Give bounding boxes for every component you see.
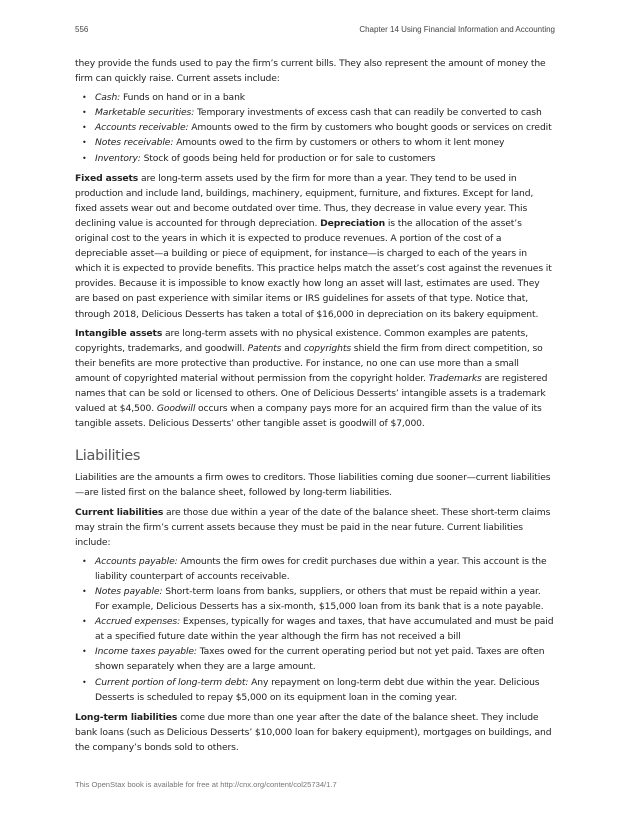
list-item: • Current portion of long-term debt: Any repayment on long-term debt due within the year. Delicious Desserts is scheduled to repay $5,000 on its equipment loan in the coming year.: [95, 675, 555, 705]
list-item: • Income taxes payable: Taxes owed for the current operating period but not yet paid. Taxes are often shown separately when they are a large amount.: [95, 644, 555, 674]
depreciation-term: Depreciation: [320, 217, 386, 229]
list-item: • Marketable securities: Temporary investments of excess cash that can readily be converted to cash: [95, 105, 555, 120]
chapter-title: Chapter 14 Using Financial Information and Accounting: [359, 25, 555, 34]
intangible-assets-paragraph: Intangible assets are long-term assets with no physical existence. Common examples are patents, copyrights, trademarks, and goodwill. Patents and copyrights shield the firm from direct competition, so their benefits are more protective than productive. For instance, no one can use more than a small amount of copyrighted material without permission from the copyright holder. Trademarks are registered names that can be sold or licensed to others. One of Delicious Desserts’ intangible assets is a trademark valued at $4,500. Goodwill occurs when a company pays more for an acquired firm than the value of its tangible assets. Delicious Desserts’ other tangible asset is goodwill of $7,000.: [75, 327, 548, 430]
page-body: [75, 56, 555, 759]
current-assets-list: [75, 90, 555, 165]
current-liabilities-list: [75, 554, 555, 705]
list-item: • Accounts receivable: Amounts owed to the firm by customers who bought goods or services on credit: [95, 120, 555, 135]
list-item: • Cash: Funds on hand or in a bank: [95, 90, 555, 105]
liabilities-heading: Liabilities: [75, 448, 141, 465]
list-item: • Notes receivable: Amounts owed to the firm by customers or others to whom it lent money: [95, 135, 555, 150]
page-header: [75, 25, 555, 39]
current-liabilities-term: Current liabilities: [75, 506, 164, 518]
intangible-assets-term: Intangible assets: [75, 327, 163, 339]
fixed-assets-paragraph: Fixed assets are long-term assets used by the firm for more than a year. They tend to be used in production and include land, buildings, machinery, equipment, furniture, and fixtures. Except for land, fixed assets wear out and become outdated over time. Thus, they decrease in value every year. This declining value is accounted for through depreciation. Depreciation is the allocation of the asset’s original cost to the years in which it is expected to produce revenues. A portion of the cost of a depreciable asset—a building or piece of equipment, for instance—is charged to each of the years in which it is expected to provide benefits. This practice helps match the asset’s cost against the revenues it provides. Because it is impossible to know exactly how long an asset will last, estimates are used. They are based on past experience with similar items or IRS guidelines for assets of that type. Notice that, through 2018, Delicious Desserts has taken a total of $16,000 in depreciation on its bakery equipment.: [75, 172, 552, 320]
liabilities-intro: Liabilities are the amounts a firm owes to creditors. Those liabilities coming due sooner—current liabilities—are listed first on the balance sheet, followed by long-term liabilities.: [75, 472, 551, 499]
list-item: • Accounts payable: Amounts the firm owes for credit purchases due within a year. This account is the liability counterpart of accounts receivable.: [95, 554, 555, 584]
fixed-assets-term: Fixed assets: [75, 172, 139, 184]
long-term-liabilities-term: Long-term liabilities: [75, 711, 178, 723]
intro-paragraph: they provide the funds used to pay the firm’s current bills. They also represent the amount of money the firm can quickly raise. Current assets include:: [75, 58, 546, 85]
long-term-liabilities-paragraph: Long-term liabilities come due more than one year after the date of the balance sheet. They include bank loans (such as Delicious Desserts’ $10,000 loan for bakery equipment), mortgages on buildings, and the company’s bonds sold to others.: [75, 711, 552, 753]
list-item: • Notes payable: Short-term loans from banks, suppliers, or others that must be repaid within a year. For example, Delicious Desserts has a six-month, $15,000 loan from its bank that is a note payable.: [95, 584, 555, 614]
page-number: 556: [75, 25, 89, 34]
current-liabilities-paragraph: Current liabilities are those due within a year of the date of the balance sheet. These short-term claims may strain the firm’s current assets because they must be paid in the near future. Current liabilities include:: [75, 506, 551, 548]
list-item: • Accrued expenses: Expenses, typically for wages and taxes, that have accumulated and must be paid at a specified future date within the year although the firm has not received a bill: [95, 614, 555, 644]
page-footer: This OpenStax book is available for free at http://cnx.org/content/col25734/1.7: [75, 780, 337, 789]
list-item: • Inventory: Stock of goods being held for production or for sale to customers: [95, 151, 555, 166]
